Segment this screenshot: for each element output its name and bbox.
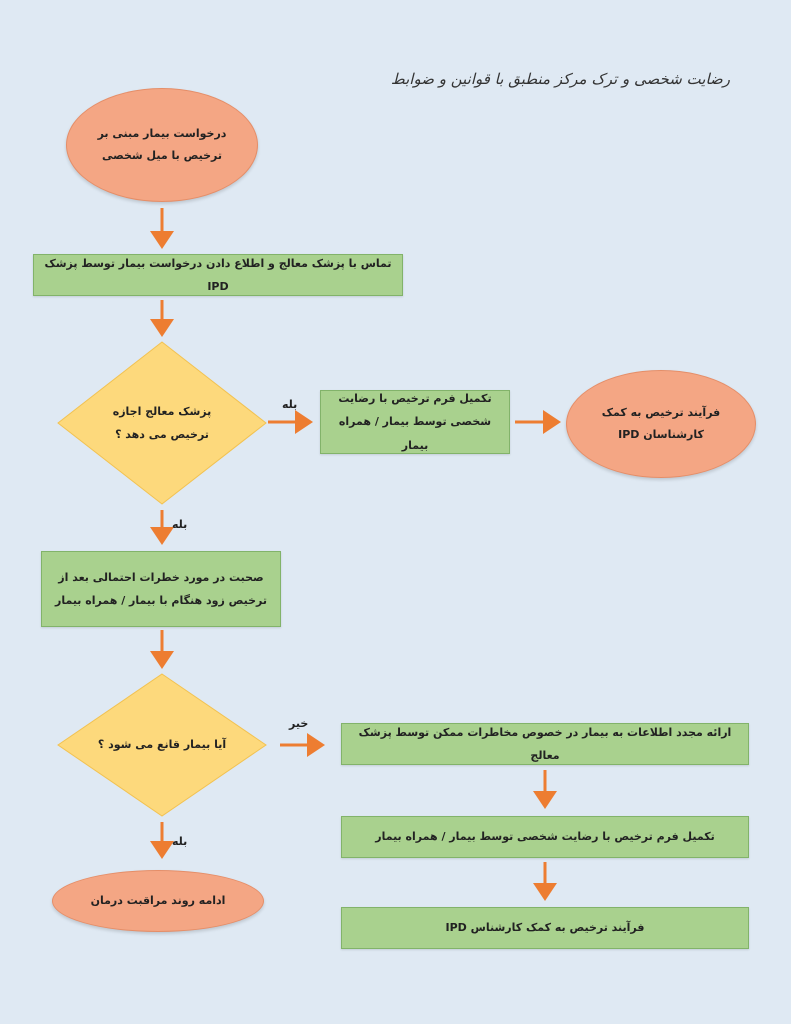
form1-text: تکمیل فرم ترخیص با رضایت شخصی توسط بیمار / همراه بیمار xyxy=(338,392,492,452)
contact-box xyxy=(33,254,403,296)
ipd2-text: فرآیند ترخیص به کمک کارشناس IPD xyxy=(445,921,645,935)
yes-label-1: بله xyxy=(282,398,298,411)
ipd1-text: فرآیند ترخیص به کمک کارشناسان IPD xyxy=(601,406,721,441)
no-label: خیر xyxy=(289,717,309,730)
start-oval xyxy=(66,88,258,202)
form2-text: تکمیل فرم ترخیص با رضایت شخصی توسط بیمار / همراه بیمار xyxy=(375,830,715,844)
diagram-title: رضایت شخصی و ترک مرکز منطبق با قوانین و ضوابط xyxy=(390,70,730,88)
continue-oval xyxy=(52,870,264,932)
reinform-text: ارائه مجدد اطلاعات به بیمار در خصوص مخاطرات ممکن توسط پزشک معالج xyxy=(358,725,732,762)
decision1-text: پزشک معالج اجازه ترخیص می دهد ؟ xyxy=(112,404,212,441)
decision2-diamond xyxy=(56,672,268,818)
reinform-box xyxy=(341,723,749,765)
form1-box xyxy=(320,390,510,454)
yes-label-2: بله xyxy=(172,518,188,531)
yes-label-3: بله xyxy=(172,835,188,848)
start-text: درخواست بیمار مبنی بر ترخیص با میل شخصی xyxy=(97,127,227,162)
ipd2-box xyxy=(341,907,749,949)
risks-text: صحبت در مورد خطرات احتمالی بعد از ترخیص زود هنگام با بیمار / همراه بیمار xyxy=(54,570,268,607)
form2-box xyxy=(341,816,749,858)
risks-box xyxy=(41,551,281,627)
contact-text: تماس با پزشک معالج و اطلاع دادن درخواست بیمار توسط پزشک IPD xyxy=(44,256,392,293)
decision1-diamond xyxy=(56,340,268,506)
ipd1-oval xyxy=(566,370,756,478)
continue-text: ادامه روند مراقبت درمان xyxy=(90,894,226,907)
decision2-text: آیا بیمار قانع می شود ؟ xyxy=(97,738,227,752)
